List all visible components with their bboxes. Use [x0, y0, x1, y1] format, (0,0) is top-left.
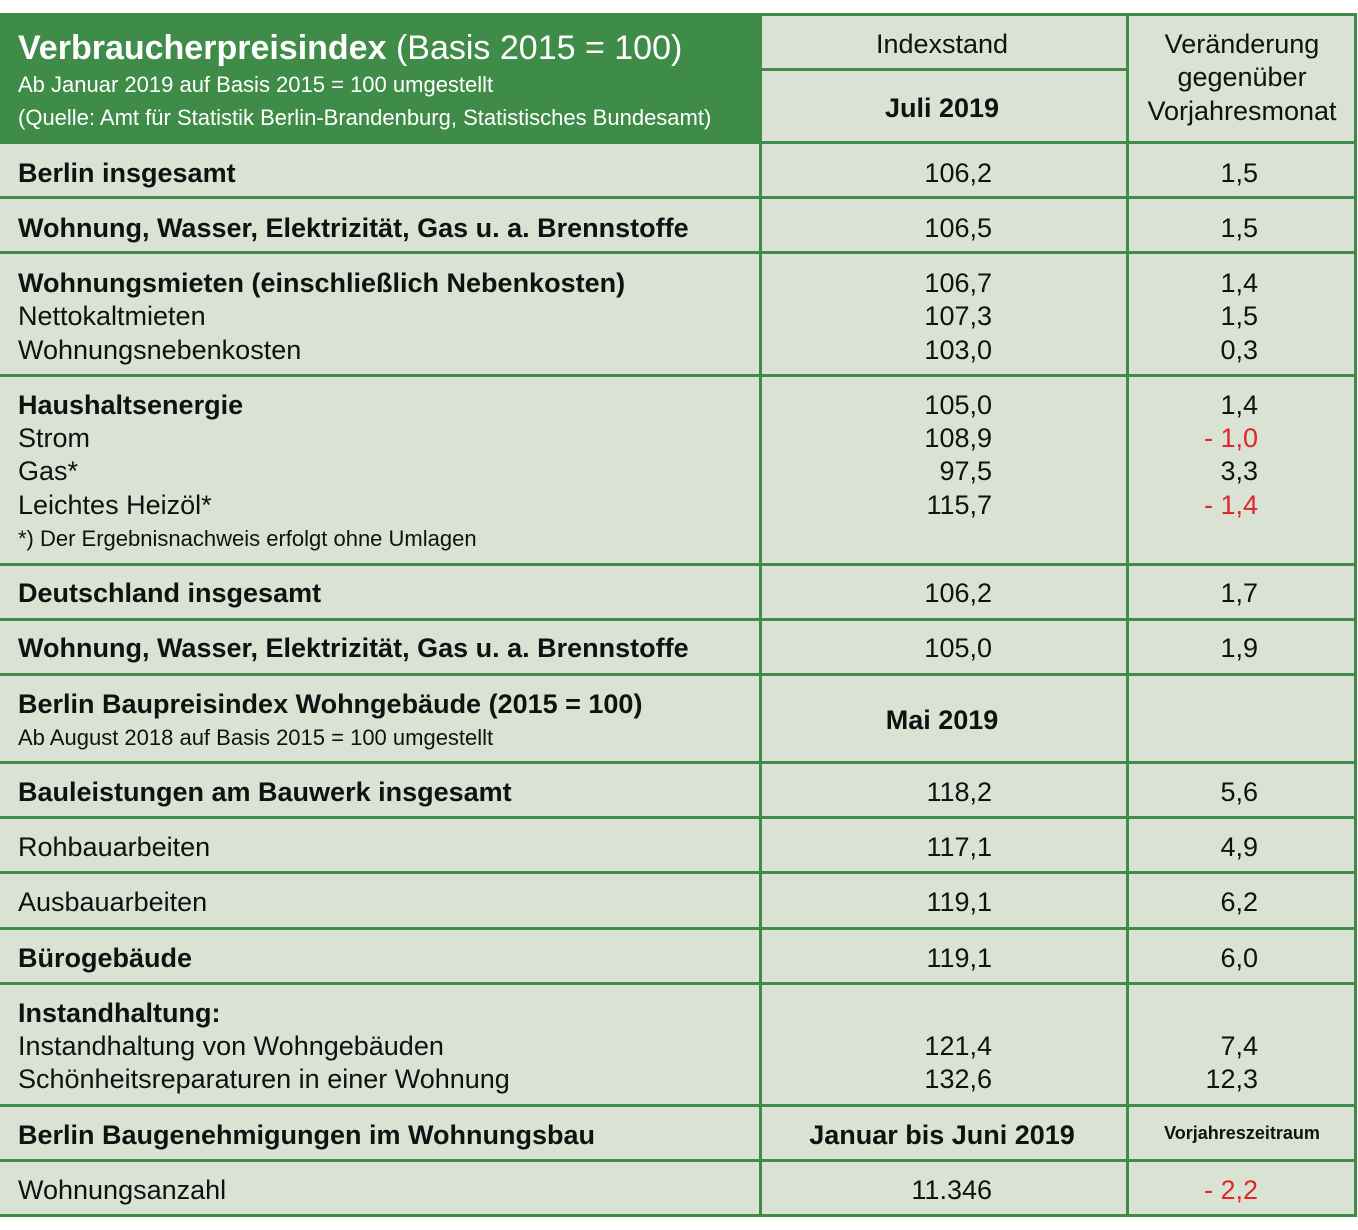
change-value: 1,4: [1220, 390, 1258, 420]
index-value: 105,0: [924, 390, 992, 420]
grid-line: [0, 13, 1357, 16]
section-title: Berlin Baupreisindex Wohngebäude (2015 = 100): [18, 689, 643, 719]
column-header-change-line3: Vorjahresmonat: [1147, 96, 1337, 126]
change-value-negative: - 1,0: [1203, 423, 1258, 453]
grid-line: [0, 251, 1357, 254]
row-label: Schönheitsreparaturen in einer Wohnung: [18, 1064, 510, 1094]
change-value: 7,4: [1220, 1031, 1258, 1061]
index-value: 106,2: [924, 158, 992, 188]
grid-line: [0, 618, 1357, 621]
grid-line: [0, 141, 1357, 144]
row-label: Instandhaltung:: [18, 998, 221, 1028]
grid-line: [759, 13, 762, 1217]
index-value: 106,7: [924, 268, 992, 298]
index-value: 106,2: [924, 578, 992, 608]
table-title: Verbraucherpreisindex (Basis 2015 = 100): [18, 29, 683, 67]
grid-line: [0, 1104, 1357, 1107]
column-header-change-line2: gegenüber: [1177, 62, 1307, 92]
row-label: Haushaltsenergie: [18, 390, 244, 420]
index-value: 118,2: [926, 777, 992, 807]
change-value: 5,6: [1220, 777, 1258, 807]
section-title: Berlin Baugenehmigungen im Wohnungsbau: [18, 1120, 596, 1150]
index-value: 132,6: [924, 1064, 992, 1094]
row-label: Bürogebäude: [18, 943, 193, 973]
row-label: Nettokaltmieten: [18, 301, 206, 331]
grid-line: [0, 563, 1357, 566]
change-value: 1,7: [1220, 578, 1258, 608]
grid-line: [0, 196, 1357, 199]
row-label: Bauleistungen am Bauwerk insgesamt: [18, 777, 512, 807]
index-value: 121,4: [924, 1031, 992, 1061]
row-label: Wohnungsnebenkosten: [18, 335, 302, 365]
grid-line: [0, 927, 1357, 930]
row-label: Wohnungsanzahl: [18, 1175, 227, 1205]
grid-line: [0, 871, 1357, 874]
row-label: Deutschland insgesamt: [18, 578, 322, 608]
index-value: 106,5: [924, 213, 992, 243]
grid-line: [0, 1159, 1357, 1162]
grid-line: [0, 761, 1357, 764]
index-value: 117,1: [926, 832, 992, 862]
grid-line: [0, 816, 1357, 819]
change-value: 1,9: [1220, 633, 1258, 663]
footnote: *) Der Ergebnisnachweis erfolgt ohne Umlagen: [18, 526, 477, 551]
column-header-period: Juli 2019: [884, 93, 1000, 123]
table-source: (Quelle: Amt für Statistik Berlin-Brandenburg, Statistisches Bundesamt): [18, 105, 712, 130]
grid-line: [0, 1214, 1357, 1217]
grid-line: [759, 68, 1126, 71]
change-value: 1,5: [1220, 301, 1258, 331]
change-value: 3,3: [1220, 456, 1258, 486]
row-label: Strom: [18, 423, 91, 453]
index-value: 11.346: [911, 1175, 992, 1205]
change-value: 1,5: [1220, 213, 1258, 243]
price-index-table: [0, 13, 1357, 1217]
row-label: Leichtes Heizöl*: [18, 490, 212, 520]
section-subtitle: Ab August 2018 auf Basis 2015 = 100 umgestellt: [18, 725, 494, 750]
table-header-title-cell: [0, 13, 759, 143]
grid-line: [0, 982, 1357, 985]
section-period: Mai 2019: [885, 705, 999, 735]
change-value-negative: - 1,4: [1203, 490, 1258, 520]
row-label: Wohnungsmieten (einschließlich Nebenkosten): [18, 268, 626, 298]
change-value: 6,2: [1220, 887, 1258, 917]
row-label: Ausbauarbeiten: [18, 887, 208, 917]
grid-line: [0, 673, 1357, 676]
grid-line: [0, 374, 1357, 377]
row-label: Wohnung, Wasser, Elektrizität, Gas u. a. Brennstoffe: [18, 633, 689, 663]
index-value: 97,5: [939, 456, 992, 486]
row-label: Instandhaltung von Wohngebäuden: [18, 1031, 444, 1061]
row-label: Wohnung, Wasser, Elektrizität, Gas u. a. Brennstoffe: [18, 213, 689, 243]
change-value: 0,3: [1220, 335, 1258, 365]
column-header-index: Indexstand: [875, 29, 1009, 59]
row-label: Berlin insgesamt: [18, 158, 236, 188]
index-value: 119,1: [926, 887, 992, 917]
grid-line: [1354, 13, 1357, 1217]
section-period: Januar bis Juni 2019: [809, 1120, 1075, 1150]
index-value: 108,9: [924, 423, 992, 453]
change-value: 12,3: [1205, 1064, 1258, 1094]
index-value: 119,1: [926, 943, 992, 973]
index-value: 105,0: [924, 633, 992, 663]
change-value-negative: - 2,2: [1203, 1175, 1258, 1205]
change-value: 1,4: [1220, 268, 1258, 298]
table-subtitle: Ab Januar 2019 auf Basis 2015 = 100 umgestellt: [18, 72, 494, 97]
change-value: 6,0: [1220, 943, 1258, 973]
change-value: 4,9: [1220, 832, 1258, 862]
change-value: 1,5: [1220, 158, 1258, 188]
column-header-change-line1: Veränderung: [1164, 29, 1320, 59]
index-value: 115,7: [926, 490, 992, 520]
index-value: 103,0: [924, 335, 992, 365]
row-label: Rohbauarbeiten: [18, 832, 211, 862]
index-value: 107,3: [924, 301, 992, 331]
section-compare: Vorjahreszeitraum: [1164, 1123, 1320, 1143]
row-label: Gas*: [18, 456, 79, 486]
